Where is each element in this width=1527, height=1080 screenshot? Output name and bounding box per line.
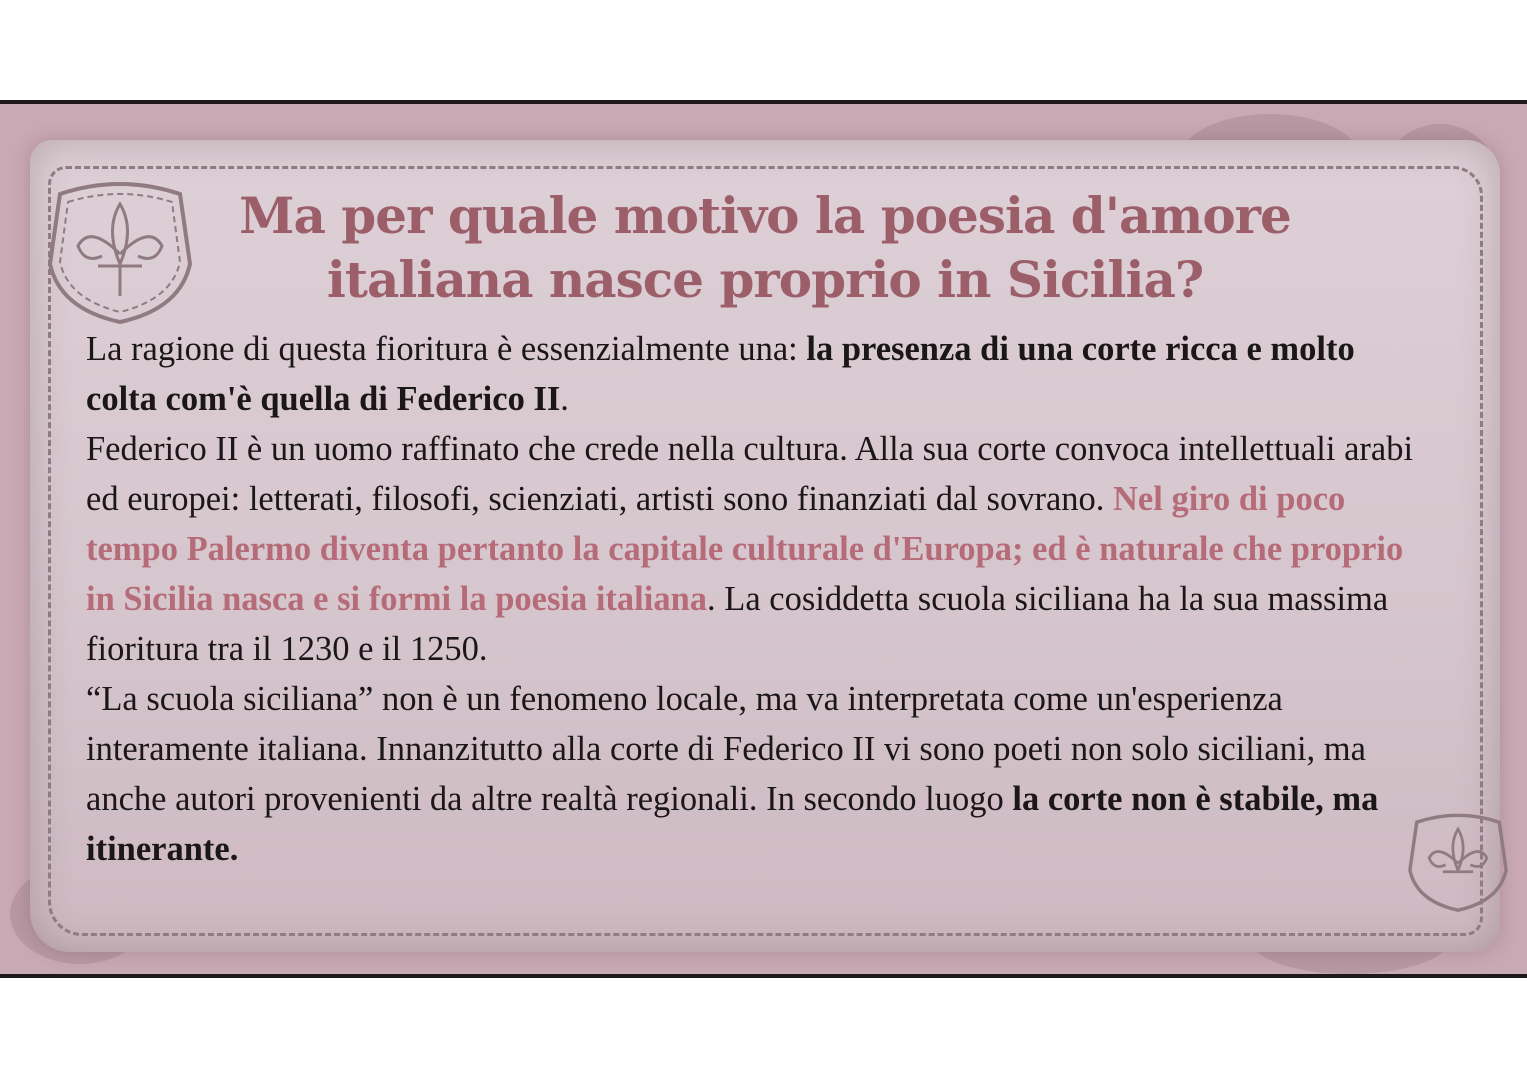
slide xyxy=(0,100,1527,978)
title-line-1: Ma per quale motivo la poesia d'amore xyxy=(239,186,1291,245)
paragraph-3-bold: la corte non è stabile, ma itinerante. xyxy=(86,780,1379,868)
title-line-2: italiana nasce proprio in Sicilia? xyxy=(326,250,1204,309)
paragraph-1-end: . xyxy=(560,380,569,418)
paragraph-3-text: “La scuola siciliana” non è un fenomeno locale, ma va interpretata come un'esperienza interamente italiana. Innanzitutto alla corte di Federico II vi sono poeti non solo siciliani, ma anche autori provenienti da altre realtà regionali. In secondo luogo xyxy=(86,680,1366,818)
body-text xyxy=(86,324,1426,874)
paragraph-1-intro: La ragione di questa fioritura è essenzialmente una: xyxy=(86,330,807,368)
paragraph-2 xyxy=(86,424,1426,674)
paragraph-2-text: Federico II è un uomo raffinato che crede nella cultura. Alla sua corte convoca intellettuali arabi ed europei: letterati, filosofi, scienziati, artisti sono finanziati dal sovrano. xyxy=(86,430,1414,518)
paragraph-2-after: . La cosiddetta scuola siciliana ha la sua massima fioritura tra il 1230 e il 1250. xyxy=(86,580,1389,668)
paragraph-2-highlight: Nel giro di poco tempo Palermo diventa pertanto la capitale culturale d'Europa; ed è naturale che proprio in Sicilia nasca e si formi la poesia italiana xyxy=(86,480,1404,618)
paragraph-1 xyxy=(86,324,1426,424)
paragraph-3 xyxy=(86,674,1426,874)
page-title xyxy=(140,184,1390,312)
paragraph-1-bold: la presenza di una corte ricca e molto colta com'è quella di Federico II xyxy=(86,330,1355,418)
